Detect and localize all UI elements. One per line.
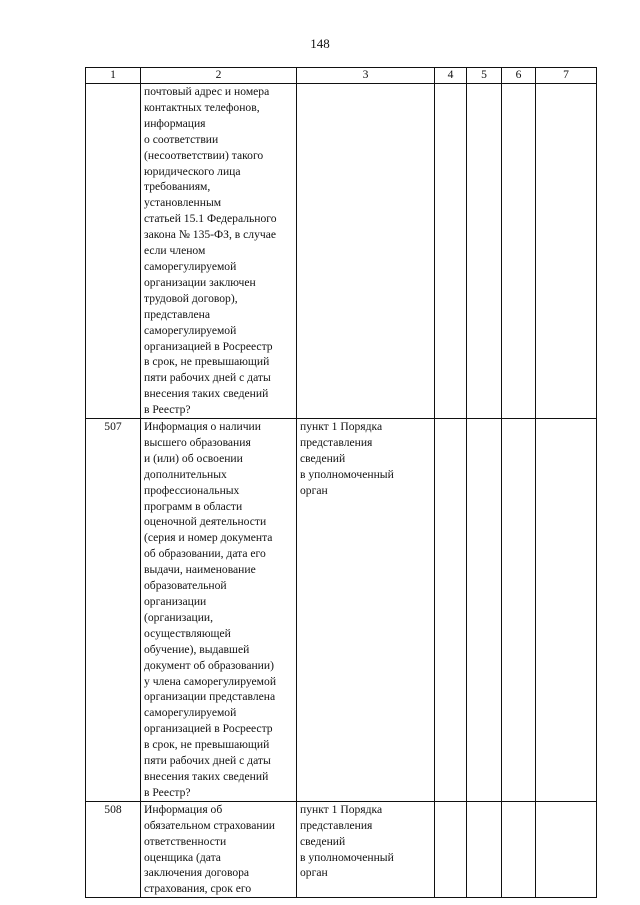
text-line: (организации, — [144, 610, 214, 624]
text-line: саморегулируемой — [144, 259, 237, 273]
text-line: организацией в Росреестр — [144, 722, 273, 736]
text-line: установленным — [144, 196, 222, 210]
answer-cell — [467, 84, 502, 419]
text-line: пункт 1 Порядка — [300, 420, 383, 434]
text-line: обучение), выдавшей — [144, 642, 250, 656]
answer-cell — [536, 419, 597, 802]
row-number-cell: 508 — [86, 801, 141, 897]
table-row — [86, 84, 597, 419]
text-line: дополнительных — [144, 467, 227, 481]
question-cell — [141, 419, 297, 802]
text-line: саморегулируемой — [144, 706, 237, 720]
text-line: в срок, не превышающий — [144, 355, 270, 369]
text-line: организацией в Росреестр — [144, 339, 273, 353]
text-line: представления — [300, 818, 373, 832]
text-line: у члена саморегулируемой — [144, 674, 277, 688]
text-line: оценщика (дата — [144, 850, 221, 864]
text-line: в уполномоченный — [300, 850, 394, 864]
text-line: заключения договора — [144, 866, 250, 880]
answer-cell — [435, 419, 467, 802]
text-line: оценочной деятельности — [144, 515, 267, 529]
text-line: сведений — [300, 834, 346, 848]
text-line: пяти рабочих дней с даты — [144, 371, 271, 385]
text-line: выдачи, наименование — [144, 563, 256, 577]
text-line: об образовании, дата его — [144, 547, 266, 561]
text-line: Информация об — [144, 802, 223, 816]
text-line: пункт 1 Порядка — [300, 802, 383, 816]
answer-cell — [502, 419, 536, 802]
text-line: статьей 15.1 Федерального — [144, 212, 277, 226]
answer-cell — [435, 801, 467, 897]
text-line: в уполномоченный — [300, 467, 394, 481]
text-line: внесения таких сведений — [144, 387, 269, 401]
row-number-cell: 507 — [86, 419, 141, 802]
text-line: почтовый адрес и номера — [144, 85, 270, 98]
text-line: орган — [300, 866, 328, 880]
table-header-row — [86, 68, 597, 84]
column-header: 4 — [435, 68, 467, 84]
answer-cell — [435, 84, 467, 419]
column-header: 2 — [141, 68, 297, 84]
text-line: контактных телефонов, — [144, 100, 260, 114]
text-line: трудовой договор), — [144, 291, 238, 305]
column-header: 3 — [297, 68, 435, 84]
text-line: сведений — [300, 451, 346, 465]
text-line: документ об образовании) — [144, 658, 274, 672]
text-line: юридического лица — [144, 164, 241, 178]
question-cell — [141, 801, 297, 897]
text-line: в срок, не превышающий — [144, 738, 270, 752]
text-line: пяти рабочих дней с даты — [144, 754, 271, 768]
text-line: орган — [300, 483, 328, 497]
table-row — [86, 801, 597, 897]
text-line: требованиям, — [144, 180, 211, 194]
text-line: высшего образования — [144, 435, 251, 449]
text-line: представления — [300, 435, 373, 449]
text-line: информация — [144, 116, 206, 130]
text-line: если членом — [144, 244, 206, 258]
reference-cell — [297, 84, 435, 419]
column-header: 5 — [467, 68, 502, 84]
text-line: организации представлена — [144, 690, 276, 704]
answer-cell — [502, 84, 536, 419]
checklist-table — [85, 67, 597, 898]
text-line: внесения таких сведений — [144, 769, 269, 783]
answer-cell — [467, 801, 502, 897]
row-number-cell — [86, 84, 141, 419]
text-line: программ в области — [144, 499, 243, 513]
text-line: о соответствии — [144, 132, 219, 146]
text-line: организации заключен — [144, 275, 256, 289]
text-line: профессиональных — [144, 483, 240, 497]
answer-cell — [467, 419, 502, 802]
text-line: организации — [144, 595, 207, 608]
reference-cell — [297, 801, 435, 897]
text-line: (серия и номер документа — [144, 531, 273, 545]
column-header: 7 — [536, 68, 597, 84]
text-line: закона № 135-ФЗ, в случае — [144, 228, 277, 242]
answer-cell — [502, 801, 536, 897]
text-line: Информация о наличии — [144, 420, 261, 434]
text-line: обязательном страховании — [144, 818, 275, 832]
text-line: образовательной — [144, 579, 227, 593]
column-header: 6 — [502, 68, 536, 84]
text-line: ответственности — [144, 834, 227, 848]
text-line: страхования, срок его — [144, 882, 252, 896]
reference-cell — [297, 419, 435, 802]
text-line: и (или) об освоении — [144, 451, 243, 465]
column-header: 1 — [86, 68, 141, 84]
text-line: (несоответствии) такого — [144, 148, 264, 162]
table-row — [86, 419, 597, 802]
page-number: 148 — [310, 36, 330, 51]
text-line: осуществляющей — [144, 626, 231, 640]
question-cell — [141, 84, 297, 419]
answer-cell — [536, 801, 597, 897]
answer-cell — [536, 84, 597, 419]
text-line: в Реестр? — [144, 403, 191, 417]
text-line: саморегулируемой — [144, 323, 237, 337]
text-line: представлена — [144, 307, 210, 321]
text-line: в Реестр? — [144, 785, 191, 799]
